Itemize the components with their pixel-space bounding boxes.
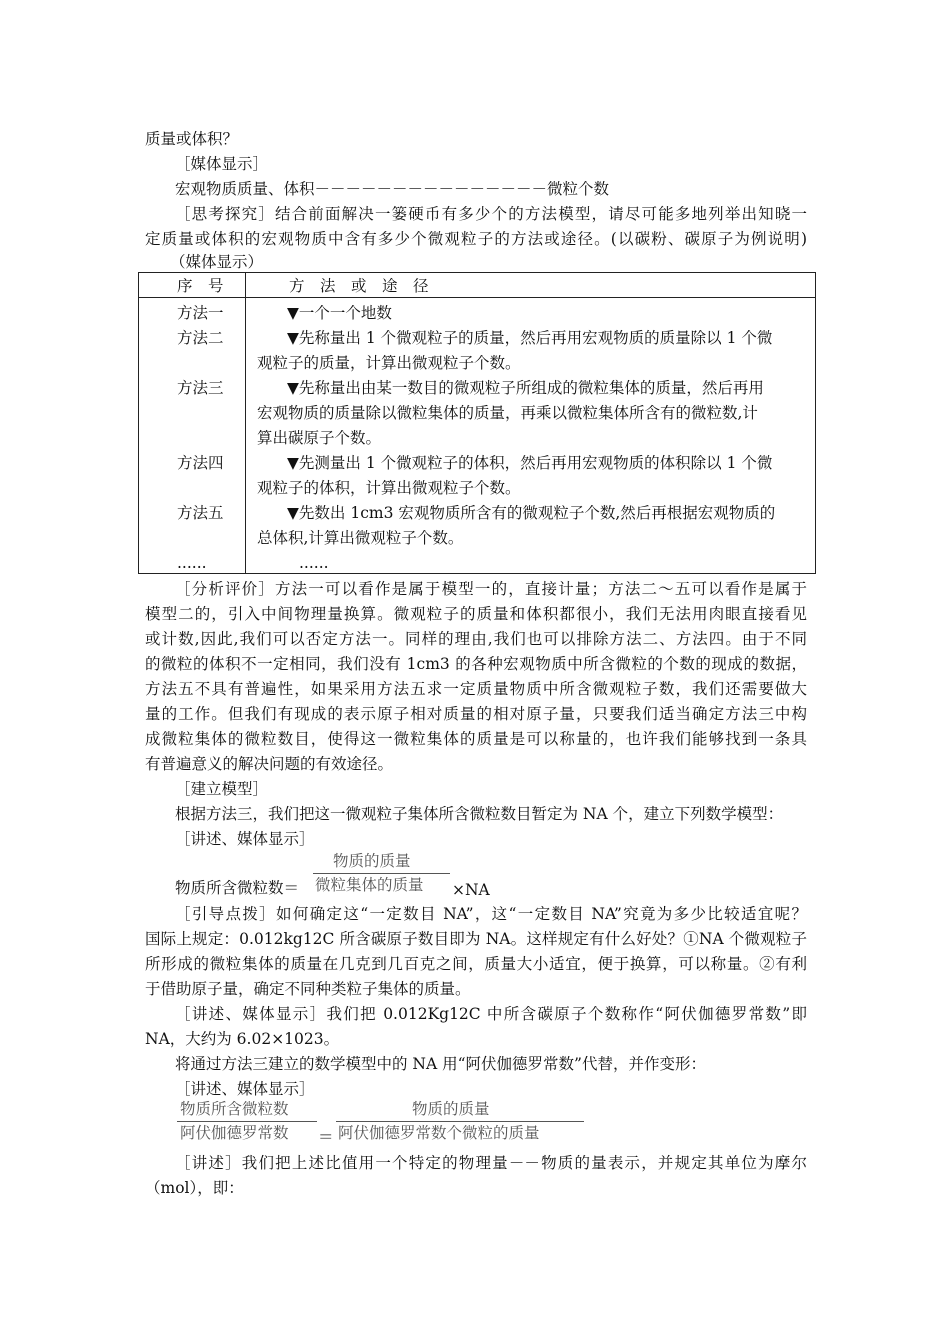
replace-text: 将通过方法三建立的数学模型中的 NA 用“阿伏伽德罗常数”代替，并作变形： bbox=[175, 1055, 706, 1073]
text-line: 质量或体积？ bbox=[145, 130, 239, 148]
table-header-divider bbox=[139, 297, 815, 298]
analysis-line: ［分析评价］方法一可以看作是属于模型一的，直接计量；方法二～五可以看作是属于 bbox=[175, 580, 807, 598]
table-row-label: 方法三 bbox=[177, 379, 224, 397]
table-row-text: ▼先测量出 1 个微观粒子的体积，然后再用宏观物质的体积除以 1 个微 bbox=[287, 454, 773, 472]
fraction-numerator: 物质所含微粒数 bbox=[180, 1100, 289, 1118]
guide-line: ［引导点拨］如何确定这“一定数目 NA”，这“一定数目 NA”究竟为多少比较适宜呢？ bbox=[175, 905, 807, 923]
analysis-line: 的微粒的体积不一定相同，我们没有 1cm3 的各种宏观物质中所含微粒的个数的现成的数据， bbox=[145, 655, 807, 673]
analysis-line: 或计数,因此,我们可以否定方法一。同样的理由,我们也可以排除方法二、方法四。由于不同 bbox=[145, 630, 807, 648]
table-header-index: 序 号 bbox=[177, 277, 224, 295]
table-column-divider bbox=[245, 273, 246, 573]
table-row-text: ▼先数出 1cm3 宏观物质所含有的微观粒子个数,然后再根据宏观物质的 bbox=[287, 504, 776, 522]
media-display-heading: ［讲述、媒体显示］ bbox=[175, 1080, 315, 1098]
guide-line: 于借助原子量，确定不同种类粒子集体的质量。 bbox=[145, 980, 471, 998]
media-display-heading: ［媒体显示］ bbox=[175, 155, 269, 173]
table-row-text: 观粒子的体积，计算出微观粒子个数。 bbox=[257, 479, 521, 497]
model-text: 根据方法三，我们把这一微观粒子集体所含微粒数目暂定为 NA 个，建立下列数学模型： bbox=[175, 805, 784, 823]
avogadro-line: ［讲述、媒体显示］我们把 0.012Kg12C 中所含碳原子个数称作“阿伏伽德罗常数”即 bbox=[175, 1005, 807, 1023]
avogadro-line: NA，大约为 6.02×1023。 bbox=[145, 1030, 340, 1048]
table-row-text: 算出碳原子个数。 bbox=[257, 429, 382, 447]
table-row-label: 方法一 bbox=[177, 304, 224, 322]
analysis-line: 方法五不具有普遍性，如果采用方法五求一定质量物质中所含微观粒子数，我们还需要做大 bbox=[145, 680, 807, 698]
table-row-label: 方法二 bbox=[177, 329, 224, 347]
analysis-line: 量的工作。但我们有现成的表示原子相对质量的相对原子量，只要我们适当确定方法三中构 bbox=[145, 705, 807, 723]
fraction-denominator: 阿伏伽德罗常数 bbox=[180, 1124, 289, 1142]
text-line: 定质量或体积的宏观物质中含有多少个微观粒子的方法或途径。(以碳粉、碳原子为例说明) bbox=[145, 230, 807, 248]
table-row-label: ...... bbox=[177, 554, 207, 572]
formula-lhs: 物质所含微粒数＝ bbox=[175, 879, 300, 897]
analysis-line: 有普遍意义的解决问题的有效途径。 bbox=[145, 755, 394, 773]
think-explore-paragraph: ［思考探究］结合前面解决一篓硬币有多少个的方法模型，请尽可能多地列举出知晓一 bbox=[175, 205, 807, 223]
table-row-text: ...... bbox=[299, 554, 329, 572]
table-row-label: 方法五 bbox=[177, 504, 224, 522]
analysis-line: 模型二的，引入中间物理量换算。微观粒子的质量和体积都很小，我们无法用肉眼直接看见 bbox=[145, 605, 807, 623]
methods-table bbox=[138, 272, 816, 574]
text-line: 宏观物质质量、体积－－－－－－－－－－－－－－－微粒个数 bbox=[175, 180, 610, 198]
fraction-bar bbox=[336, 1121, 584, 1122]
equals-sign: ＝ bbox=[318, 1128, 334, 1146]
analysis-line: 成微粒集体的微粒数目，使得这一微粒集体的质量是可以称量的，也许我们能够找到一条具 bbox=[145, 730, 807, 748]
table-row-label: 方法四 bbox=[177, 454, 224, 472]
table-row-text: ▼先称量出 1 个微观粒子的质量，然后再用宏观物质的质量除以 1 个微 bbox=[287, 329, 773, 347]
media-display-heading: ［讲述、媒体显示］ bbox=[175, 830, 315, 848]
guide-line: 所形成的微粒集体的质量在几克到几百克之间，质量大小适宜，便于换算，可以称量。②有利 bbox=[145, 955, 807, 973]
media-display-heading: （媒体显示） bbox=[170, 253, 264, 271]
fraction-bar bbox=[177, 1121, 317, 1122]
table-row-text: 观粒子的质量，计算出微观粒子个数。 bbox=[257, 354, 521, 372]
closing-line: ［讲述］我们把上述比值用一个特定的物理量－－物质的量表示，并规定其单位为摩尔 bbox=[175, 1154, 807, 1172]
fraction-numerator: 物质的质量 bbox=[412, 1100, 490, 1118]
table-row-text: ▼一个一个地数 bbox=[287, 304, 392, 322]
table-header-method: 方 法 或 途 径 bbox=[289, 277, 429, 295]
guide-line: 国际上规定：0.012kg12C 所含碳原子数目即为 NA。这样规定有什么好处？①NA 个微观粒子 bbox=[145, 930, 807, 948]
fraction-bar bbox=[313, 873, 450, 874]
fraction-denominator: 阿伏伽德罗常数个微粒的质量 bbox=[338, 1124, 540, 1142]
table-row-text: ▼先称量出由某一数目的微观粒子所组成的微粒集体的质量，然后再用 bbox=[287, 379, 764, 397]
fraction-numerator: 物质的质量 bbox=[333, 852, 411, 870]
closing-line: （mol），即： bbox=[145, 1179, 244, 1197]
build-model-heading: ［建立模型］ bbox=[175, 780, 269, 798]
table-row-text: 宏观物质的质量除以微粒集体的质量，再乘以微粒集体所含有的微粒数,计 bbox=[257, 404, 758, 422]
formula-suffix: ×NA bbox=[452, 881, 490, 899]
table-row-text: 总体积,计算出微观粒子个数。 bbox=[257, 529, 464, 547]
fraction-denominator: 微粒集体的质量 bbox=[315, 876, 424, 894]
